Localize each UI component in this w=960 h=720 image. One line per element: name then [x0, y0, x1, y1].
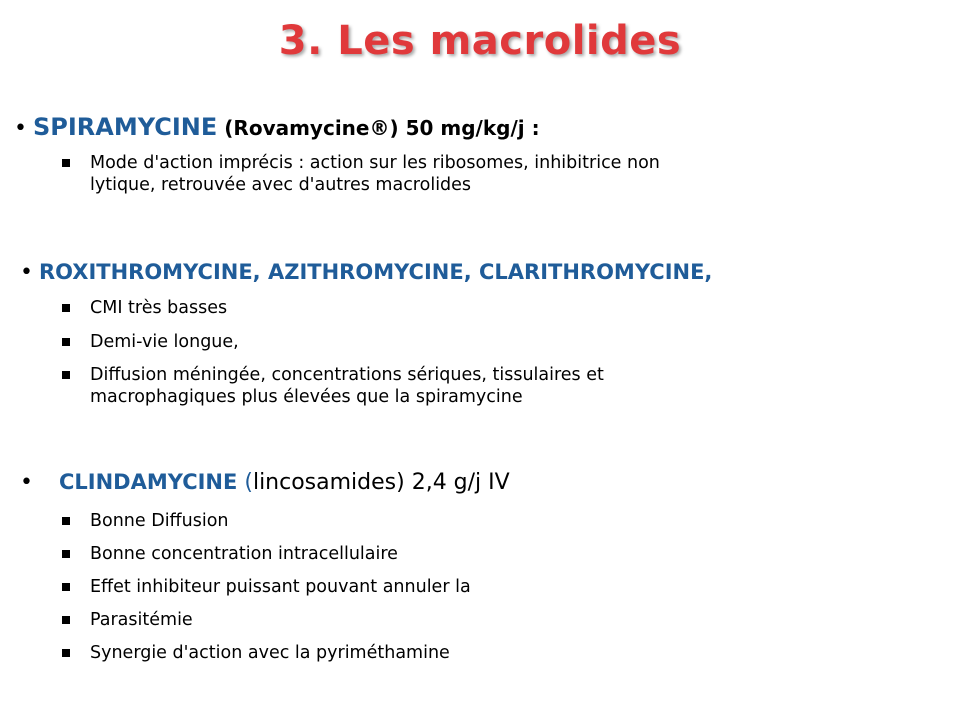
list-item	[60, 609, 920, 631]
list-item	[60, 297, 920, 319]
list-item	[60, 364, 920, 408]
item-list-spiramycine	[60, 152, 920, 196]
item-line: Synergie d'action avec la pyriméthamine	[90, 643, 450, 663]
item-line: Parasitémie	[90, 610, 193, 630]
paren-open: (	[244, 470, 253, 495]
section-heading-spiramycine	[14, 113, 540, 143]
list-item	[60, 152, 920, 196]
list-item	[60, 510, 920, 532]
square-bullet-icon	[62, 371, 70, 379]
item-line: Bonne Diffusion	[90, 511, 229, 531]
list-item	[60, 576, 920, 598]
bullet-icon: •	[20, 260, 33, 285]
section-heading-clindamycine	[20, 468, 510, 497]
item-line: Demi-vie longue,	[90, 332, 239, 352]
bullet-icon: •	[14, 116, 27, 141]
list-item	[60, 331, 920, 353]
item-line-continued: macrophagiques plus élevées que la spiramycine	[90, 387, 523, 407]
square-bullet-icon	[62, 338, 70, 346]
list-item	[60, 642, 920, 664]
square-bullet-icon	[62, 550, 70, 558]
section-heading-roxithromycine	[20, 258, 712, 287]
item-line-continued: lytique, retrouvée avec d'autres macrolides	[90, 175, 472, 195]
item-list-roxithromycine	[60, 297, 920, 408]
drug-name-spiramycine: SPIRAMYCINE	[32, 113, 218, 141]
square-bullet-icon	[62, 159, 70, 167]
square-bullet-icon	[62, 517, 70, 525]
square-bullet-icon	[62, 304, 70, 312]
drug-name-roxithromycine: ROXITHROMYCINE, AZITHROMYCINE, CLARITHROMYCINE,	[38, 260, 713, 284]
drug-detail-spiramycine: (Rovamycine®) 50 mg/kg/j :	[224, 116, 540, 140]
slide-title: 3. Les macrolides	[278, 18, 682, 64]
item-line: CMI très basses	[90, 298, 228, 318]
item-line: Effet inhibiteur puissant pouvant annuler la	[90, 577, 471, 597]
square-bullet-icon	[62, 649, 70, 657]
item-line: Mode d'action imprécis : action sur les ribosomes, inhibitrice non	[90, 153, 660, 173]
item-line: Bonne concentration intracellulaire	[90, 544, 398, 564]
square-bullet-icon	[62, 616, 70, 624]
drug-detail-clindamycine: lincosamides) 2,4 g/j IV	[252, 470, 510, 495]
item-list-clindamycine	[60, 510, 920, 664]
bullet-icon: •	[20, 470, 33, 495]
square-bullet-icon	[62, 583, 70, 591]
item-line: Diffusion méningée, concentrations sériques, tissulaires et	[90, 365, 604, 385]
drug-name-clindamycine: CLINDAMYCINE	[58, 470, 238, 494]
list-item	[60, 543, 920, 565]
